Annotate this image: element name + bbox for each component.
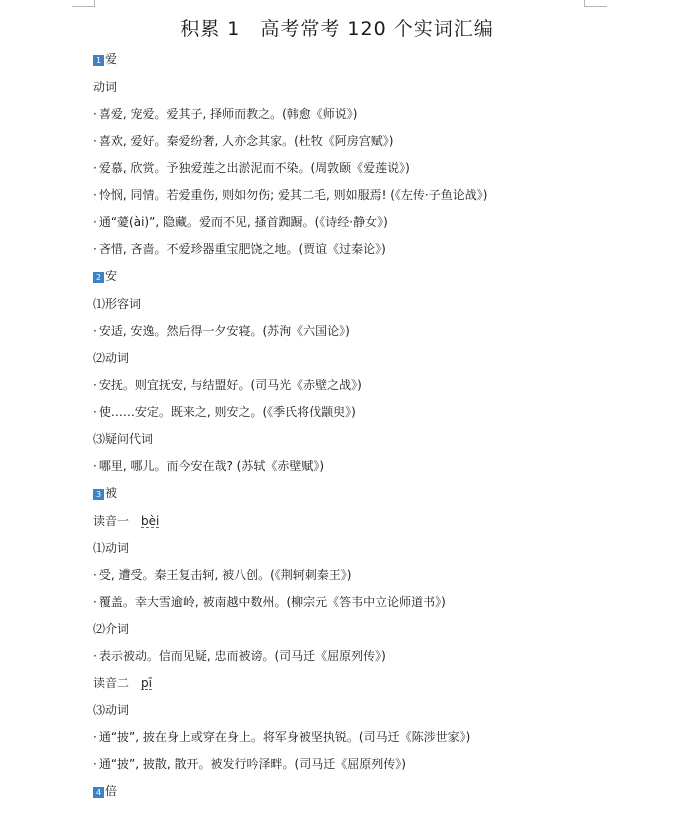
definition-text: 受, 遭受。秦王复击轲, 被八创。(《荆轲刺秦王》)	[98, 568, 352, 582]
definition-item	[93, 405, 633, 419]
page-corner-mark-right	[584, 0, 607, 7]
reading-label: 读音二	[93, 676, 130, 690]
sense-subheading: ⑵动词	[93, 351, 130, 365]
entry-word: 安	[105, 269, 118, 283]
bullet-mark: ·	[93, 568, 97, 582]
bullet-mark: ·	[93, 242, 97, 256]
definition-text: 通“披”, 披散, 散开。被发行吟泽畔。(司马迁《屈原列传》)	[98, 757, 406, 771]
definition-text: 覆盖。幸大雪逾岭, 被南越中数州。(柳宗元《答韦中立论师道书》)	[98, 595, 446, 609]
sense-subheading: ⑶动词	[93, 703, 130, 717]
bullet-mark: ·	[93, 188, 97, 202]
bullet-mark: ·	[93, 161, 97, 175]
definition-text: 表示被动。信而见疑, 忠而被谤。(司马迁《屈原列传》)	[98, 649, 386, 663]
bullet-mark: ·	[93, 405, 97, 419]
entry-heading	[93, 784, 633, 798]
bullet-mark: ·	[93, 649, 97, 663]
definition-item	[93, 459, 633, 473]
bullet-mark: ·	[93, 215, 97, 229]
bullet-mark: ·	[93, 757, 97, 771]
definition-item	[93, 134, 633, 148]
bullet-mark: ·	[93, 459, 97, 473]
reading-line	[93, 676, 633, 690]
entry-number-badge: 2	[93, 272, 104, 283]
pinyin-text: pī	[141, 676, 152, 690]
definition-item	[93, 107, 633, 121]
definition-text: 安适, 安逸。然后得一夕安寝。(苏洵《六国论》)	[98, 324, 350, 338]
entry-heading	[93, 269, 633, 283]
entry-number-badge: 3	[93, 489, 104, 500]
sense-subheading: ⑶疑问代词	[93, 432, 154, 446]
entry-number-badge: 4	[93, 787, 104, 798]
part-of-speech-label: 动词	[93, 80, 118, 94]
definition-item	[93, 242, 633, 256]
bullet-mark: ·	[93, 134, 97, 148]
definition-text: 使……安定。既来之, 则安之。(《季氏将伐颛臾》)	[98, 405, 356, 419]
sense-subheading: ⑴动词	[93, 541, 130, 555]
entry-heading	[93, 486, 633, 500]
entry-word: 倍	[105, 784, 118, 798]
definition-item	[93, 324, 633, 338]
definition-text: 吝惜, 吝啬。不爱珍器重宝肥饶之地。(贾谊《过秦论》)	[98, 242, 386, 256]
definition-text: 爱慕, 欣赏。予独爱莲之出淤泥而不染。(周敦颐《爱莲说》)	[98, 161, 410, 175]
definition-item	[93, 757, 633, 771]
bullet-mark: ·	[93, 378, 97, 392]
pinyin-text: bèi	[141, 514, 160, 528]
reading-label: 读音一	[93, 514, 130, 528]
definition-item	[93, 595, 633, 609]
entry-number-badge: 1	[93, 55, 104, 66]
bullet-mark: ·	[93, 730, 97, 744]
definition-text: 怜悯, 同情。若爱重伤, 则如勿伤; 爱其二毛, 则如服焉! (《左传·子鱼论战》)	[98, 188, 488, 202]
definition-text: 安抚。则宜抚安, 与结盟好。(司马光《赤壁之战》)	[98, 378, 362, 392]
definition-item	[93, 215, 633, 229]
definition-text: 通“薆(ài)”, 隐藏。爱而不见, 搔首踟蹰。(《诗经·静女》)	[98, 215, 388, 229]
definition-item	[93, 161, 633, 175]
sense-subheading: ⑵介词	[93, 622, 130, 636]
page-corner-mark-left	[72, 0, 95, 7]
entry-heading	[93, 52, 633, 66]
document-body	[93, 52, 633, 812]
document-title: 积累 1 高考常考 120 个实词汇编	[180, 18, 494, 40]
bullet-mark: ·	[93, 595, 97, 609]
definition-item	[93, 568, 633, 582]
reading-line	[93, 514, 633, 528]
definition-text: 通“披”, 披在身上或穿在身上。将军身被坚执锐。(司马迁《陈涉世家》)	[98, 730, 471, 744]
definition-text: 哪里, 哪儿。而今安在哉? (苏轼《赤壁赋》)	[98, 459, 325, 473]
definition-item	[93, 730, 633, 744]
bullet-mark: ·	[93, 324, 97, 338]
definition-text: 喜欢, 爱好。秦爱纷奢, 人亦念其家。(杜牧《阿房宫赋》)	[98, 134, 394, 148]
bullet-mark: ·	[93, 107, 97, 121]
definition-item	[93, 649, 633, 663]
entry-word: 爱	[105, 52, 118, 66]
definition-item	[93, 378, 633, 392]
definition-text: 喜爱, 宠爱。爱其子, 择师而教之。(韩愈《师说》)	[98, 107, 358, 121]
entry-word: 被	[105, 486, 118, 500]
definition-item	[93, 188, 633, 202]
sense-subheading: ⑴形容词	[93, 297, 142, 311]
